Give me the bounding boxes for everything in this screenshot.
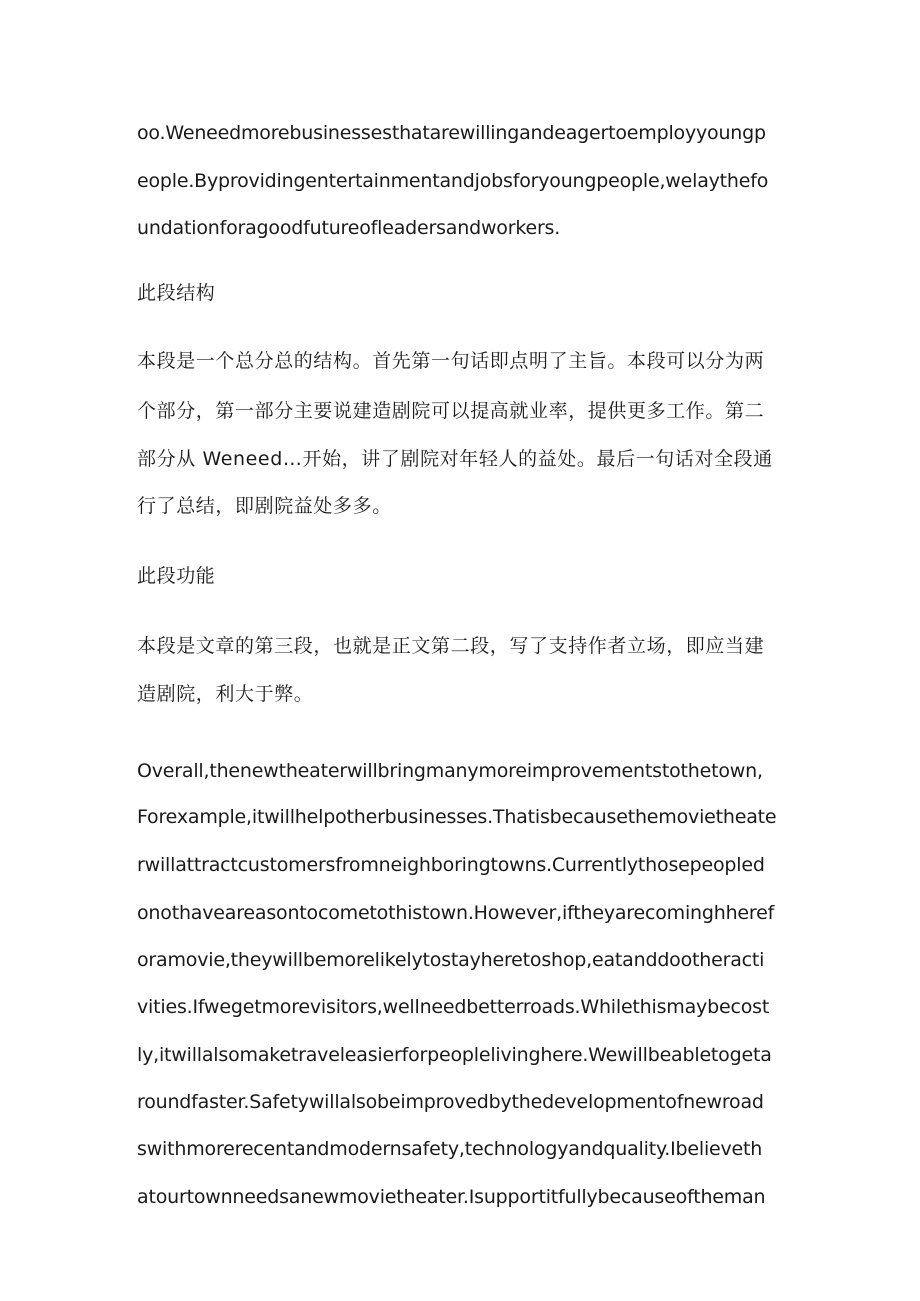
text-line: 造剧院，利大于弊。 (137, 683, 314, 705)
section-heading: 此段功能 (137, 565, 216, 587)
text-line: undationforagoodfutureofleadersandworkers. (137, 217, 561, 239)
text-line: 个部分，第一部分主要说建造剧院可以提高就业率，提供更多工作。第二 (137, 400, 765, 422)
text-line: atourtownneedsanewmovietheater.Isupportitfullybecauseoftheman (137, 1186, 766, 1208)
text-line: rwillattractcustomersfromneighboringtowns.Currentlythosepeopled (137, 854, 765, 876)
text-line: Forexample,itwillhelpotherbusinesses.Thatisbecausethemovietheate (137, 806, 777, 828)
section-heading: 此段结构 (137, 282, 216, 304)
text-line: vities.Ifwegetmorevisitors,wellneedbetterroads.Whilethismaybecost (137, 996, 770, 1018)
text-line: Overall,thenewtheaterwillbringmanymoreimprovementstothetown, (137, 760, 763, 782)
text-line: swithmorerecentandmodernsafety,technologyandquality.Ibelieveth (137, 1138, 763, 1160)
text-line: 部分从 Weneed…开始，讲了剧院对年轻人的益处。最后一句话对全段通 (137, 448, 773, 470)
text-line: onothaveareasontocometothistown.However,iftheyarecominghheref (137, 902, 775, 924)
text-line: 本段是文章的第三段，也就是正文第二段，写了支持作者立场，即应当建 (137, 635, 765, 657)
text-line: 行了总结，即剧院益处多多。 (137, 495, 392, 517)
text-line: 本段是一个总分总的结构。首先第一句话即点明了主旨。本段可以分为两 (137, 350, 765, 372)
text-line: roundfaster.Safetywillalsobeimprovedbythedevelopmentofnewroad (137, 1091, 764, 1113)
text-line: oramovie,theywillbemorelikelytostayheretoshop,eatanddootheracti (137, 949, 765, 971)
text-line: oo.Weneedmorebusinessesthatarewillingandeagertoemployyoungp (137, 122, 766, 144)
text-line: ly,itwillalsomaketraveleasierforpeoplelivinghere.Wewillbeabletogeta (137, 1044, 772, 1066)
text-line: eople.Byprovidingentertainmentandjobsforyoungpeople,welaythefo (137, 170, 769, 192)
